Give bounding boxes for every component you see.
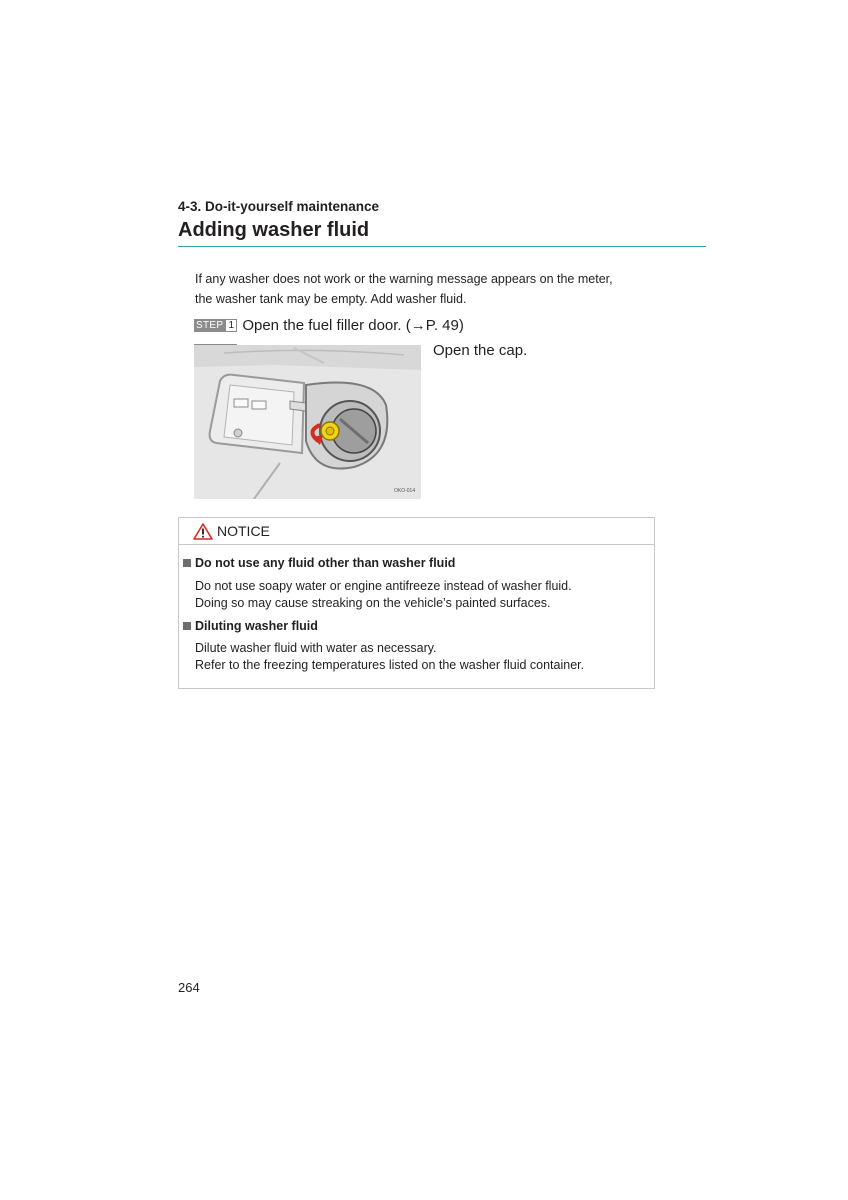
notice-line: Refer to the freezing temperatures listed on the washer fluid container. <box>195 658 585 672</box>
illustration-code: OKO-014 <box>394 488 416 494</box>
notice-line: Dilute washer fluid with water as necessary. <box>195 641 437 655</box>
bullet-square-icon <box>183 622 191 630</box>
intro-line-2: the washer tank may be empty. Add washer fluid. <box>195 292 467 306</box>
notice-item-body <box>195 640 584 674</box>
notice-line: Do not use soapy water or engine antifreeze instead of washer fluid. <box>195 579 572 593</box>
notice-heading: NOTICE <box>217 523 270 539</box>
step-badge-label: STEP <box>196 320 224 331</box>
title-rule <box>178 246 706 247</box>
notice-item-title-text: Do not use any fluid other than washer fluid <box>195 556 456 570</box>
notice-item-title <box>183 619 318 633</box>
step-text: Open the fuel filler door. (→P. 49) <box>242 317 464 334</box>
page-title: Adding washer fluid <box>178 219 370 241</box>
intro-paragraph <box>195 269 665 309</box>
fuel-filler-illustration <box>194 345 421 499</box>
notice-box <box>178 517 655 689</box>
notice-item-title <box>183 556 455 570</box>
bullet-square-icon <box>183 559 191 567</box>
page-number: 264 <box>178 980 200 995</box>
notice-item-title-text: Diluting washer fluid <box>195 619 318 633</box>
section-label: 4-3. Do-it-yourself maintenance <box>178 199 380 214</box>
notice-item-body <box>195 578 572 612</box>
notice-header <box>179 518 654 545</box>
warning-triangle-icon <box>193 523 213 540</box>
notice-line: Doing so may cause streaking on the vehicle’s painted surfaces. <box>195 596 551 610</box>
intro-line-1: If any washer does not work or the warning message appears on the meter, <box>195 272 613 286</box>
step-2-text: Open the cap. <box>433 342 528 359</box>
step-badge-number: 1 <box>225 319 237 332</box>
step-badge <box>194 319 237 332</box>
step-1 <box>194 317 464 334</box>
